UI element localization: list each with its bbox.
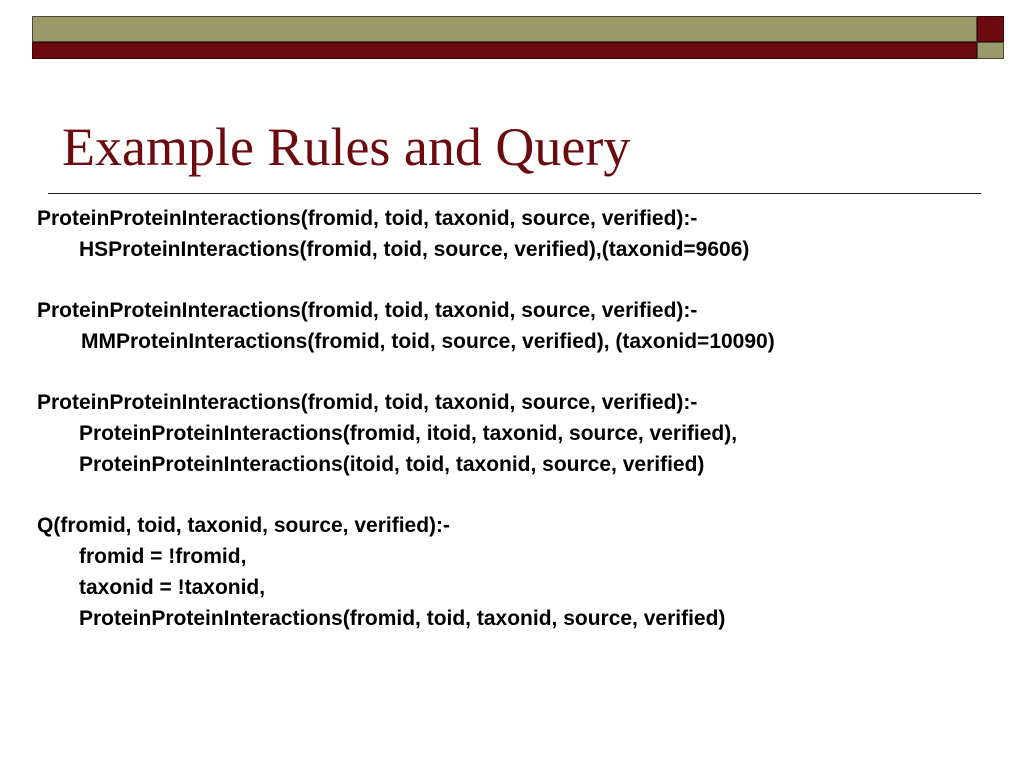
query-body-line: fromid = !fromid, [79,545,247,568]
header-square-olive [977,42,1004,59]
rule-2-body-line: MMProteinInteractions(fromid, toid, source, verified), (taxonid=10090) [81,330,775,353]
spacer [37,480,997,510]
query-body-line: taxonid = !taxonid, [79,576,266,599]
rule-2-head: ProteinProteinInteractions(fromid, toid, taxonid, source, verified):- [37,299,698,322]
header-bar-olive [32,16,977,42]
query-head: Q(fromid, toid, taxonid, source, verified):- [37,514,451,537]
rule-3-body-line: ProteinProteinInteractions(fromid, itoid, taxonid, source, verified), [79,422,738,445]
slide-body [37,203,997,634]
header-square-maroon [977,16,1004,42]
spacer [37,265,997,295]
header-bar-maroon [32,42,977,59]
query-body-line: ProteinProteinInteractions(fromid, toid, taxonid, source, verified) [79,607,726,630]
rule-3-body-line: ProteinProteinInteractions(itoid, toid, taxonid, source, verified) [79,453,705,476]
rule-3-head: ProteinProteinInteractions(fromid, toid, taxonid, source, verified):- [37,391,698,414]
title-divider [48,193,981,194]
rule-1-head: ProteinProteinInteractions(fromid, toid, taxonid, source, verified):- [37,207,698,230]
rule-1-body-line: HSProteinInteractions(fromid, toid, source, verified),(taxonid=9606) [79,238,750,261]
slide-title: Example Rules and Query [62,117,631,177]
spacer [37,357,997,387]
